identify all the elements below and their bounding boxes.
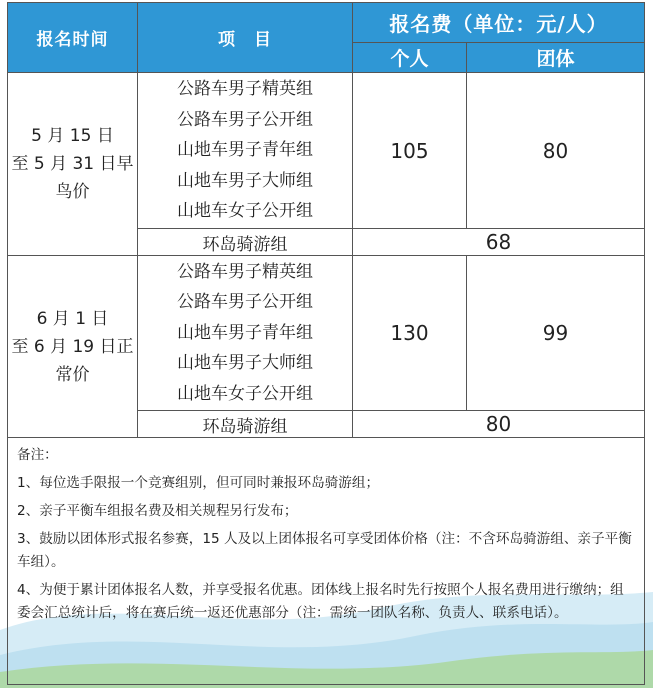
tour-fee: 80 [353, 411, 645, 438]
item-list: 公路车男子精英组 公路车男子公开组 山地车男子青年组 山地车男子大师组 山地车女子公开组 [138, 256, 353, 411]
tour-item: 环岛骑游组 [138, 229, 353, 256]
period-regular: 6 月 1 日 至 6 月 19 日正 常价 [8, 256, 138, 438]
period-early-bird: 5 月 15 日 至 5 月 31 日早 鸟价 [8, 73, 138, 256]
header-item: 项 目 [138, 3, 353, 73]
header-individual: 个人 [353, 43, 467, 73]
note-item-3: 3、鼓励以团体形式报名参赛，15 人及以上团体报名可享受团体价格（注：不含环岛骑游组、亲子平衡车组）。 [17, 531, 632, 570]
table-row [8, 256, 645, 411]
notes-section [8, 438, 645, 685]
note-item-4: 4、为便于累计团体报名人数，并享受报名优惠。团体线上报名时先行按照个人报名费用进行缴纳；组委会汇总统计后，将在赛后统一返还优惠部分（注：需统一团队名称、负责人、联系电话）。 [17, 582, 624, 621]
item-list: 公路车男子精英组 公路车男子公开组 山地车男子青年组 山地车男子大师组 山地车女子公开组 [138, 73, 353, 229]
header-registration-time: 报名时间 [8, 3, 138, 73]
header-group: 团体 [467, 43, 645, 73]
tour-fee: 68 [353, 229, 645, 256]
note-item-2: 2、亲子平衡车组报名费及相关规程另行发布； [17, 503, 298, 519]
note-item-1: 1、每位选手限报一个竞赛组别，但可同时兼报环岛骑游组； [17, 475, 380, 491]
registration-fee-table [7, 2, 645, 685]
table-row [8, 73, 645, 229]
header-fee: 报名费（单位：元/人） [353, 3, 645, 43]
individual-fee: 130 [353, 256, 467, 411]
group-fee: 99 [467, 256, 645, 411]
tour-item: 环岛骑游组 [138, 411, 353, 438]
individual-fee: 105 [353, 73, 467, 229]
notes-title: 备注： [17, 447, 58, 463]
group-fee: 80 [467, 73, 645, 229]
